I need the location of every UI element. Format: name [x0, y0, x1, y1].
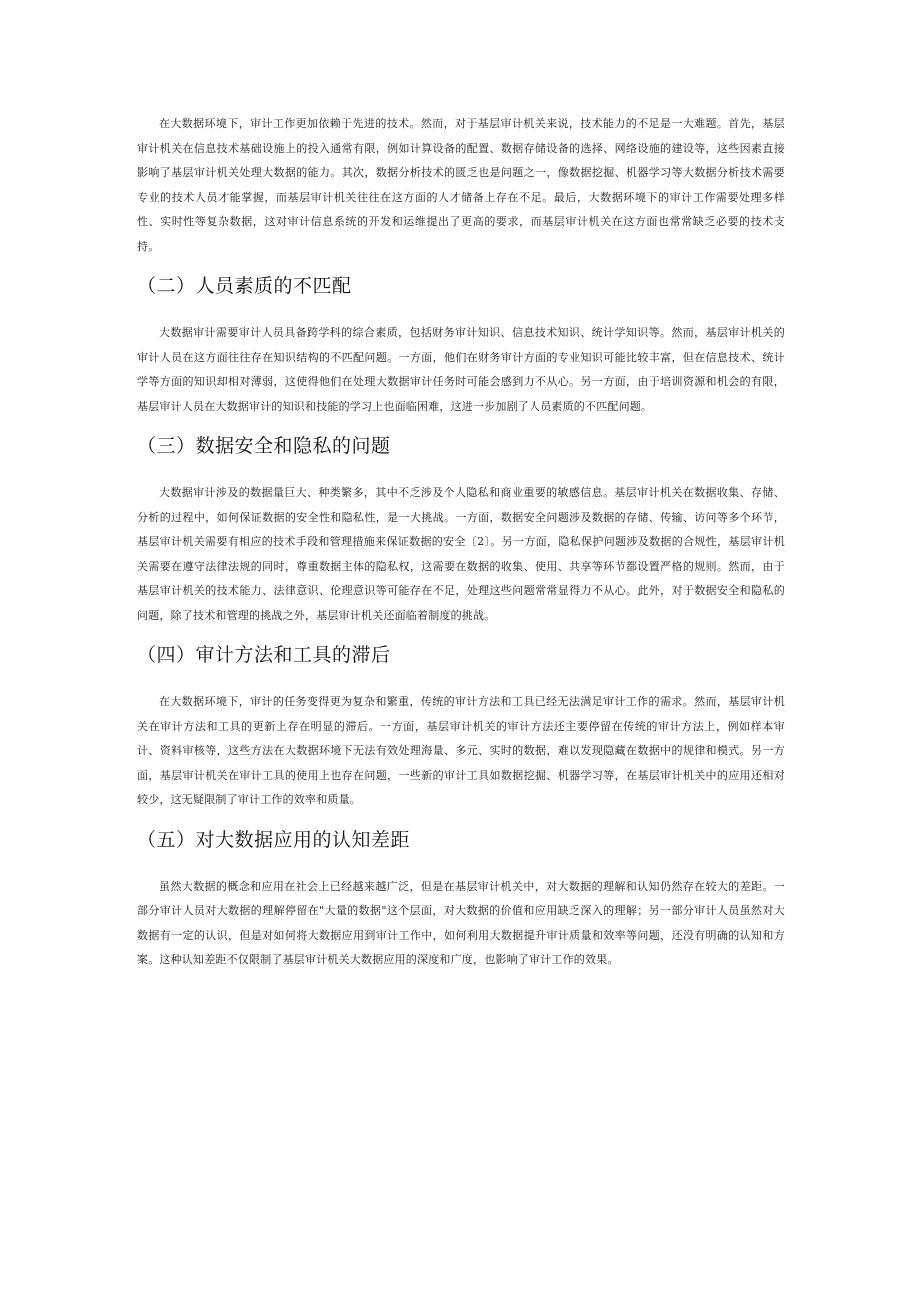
section-heading-4: （四）审计方法和工具的滞后 [137, 644, 391, 666]
spacer [137, 259, 785, 271]
spacer [137, 670, 785, 690]
spacer [137, 419, 785, 431]
section-heading-2: （二）人员素质的不匹配 [137, 275, 352, 297]
spacer [137, 855, 785, 875]
section-paragraph-2: 大数据审计需要审计人员具备跨学科的综合素质，包括财务审计知识、信息技术知识、统计学知识等。然而，基层审计机关的审计人员在这方面往往存在知识结构的不匹配问题。一方面，他们在财务审计方面的专业知识可能比较丰富，但在信息技术、统计学等方面的知识却相对薄弱，这使得他们在处理大数据审计任务时可能会感到力不从心。另一方面，由于培训资源和机会的有限，基层审计人员在大数据审计的知识和技能的学习上也面临困难，这进一步加剧了人员素质的不匹配问题。 [137, 326, 785, 413]
spacer [137, 461, 785, 481]
section-heading-5: （五）对大数据应用的认知差距 [137, 828, 411, 851]
spacer [137, 813, 785, 825]
intro-paragraph: 在大数据环境下，审计工作更加依赖于先进的技术。然而，对于基层审计机关来说，技术能力的不足是一大难题。首先，基层审计机关在信息技术基础设施上的投入通常有限，例如计算设备的配置、数据存储设备的选择、网络设施的建设等，这些因素直接影响了基层审计机关处理大数据的能力。其次，数据分析技术的匮乏也是问题之一，像数据挖掘、机器学习等大数据分析技术需要专业的技术人员才能掌握，而基层审计机关往往在这方面的人才储备上存在不足。最后，大数据环境下的审计工作需要处理多样性、实时性等复杂数据，这对审计信息系统的开发和运维提出了更高的要求，而基层审计机关在这方面也常常缺乏必要的技术支持。 [137, 117, 785, 253]
spacer [137, 301, 785, 321]
spacer [137, 628, 785, 640]
document-page [137, 112, 785, 973]
section-heading-3: （三）数据安全和隐私的问题 [137, 435, 391, 457]
section-paragraph-3: 大数据审计涉及的数据量巨大、种类繁多，其中不乏涉及个人隐私和商业重要的敏感信息。基层审计机关在数据收集、存储、分析的过程中，如何保证数据的安全性和隐私性，是一大挑战。一方面，数据安全问题涉及数据的存储、传输、访问等多个环节，基层审计机关需要有相应的技术手段和管理措施来保证数据的安全〔2〕。另一方面，隐私保护问题涉及数据的合规性，基层审计机关需要在遵守法律法规的同时，尊重数据主体的隐私权，这需要在数据的收集、使用、共享等环节都设置严格的规则。然而，由于基层审计机关的技术能力、法律意识、伦理意识等可能存在不足，处理这些问题常常显得力不从心。此外，对于数据安全和隐私的问题，除了技术和管理的挑战之外，基层审计机关还面临着制度的挑战。 [137, 486, 785, 622]
section-paragraph-4: 在大数据环境下，审计的任务变得更为复杂和繁重，传统的审计方法和工具已经无法满足审计工作的需求。然而，基层审计机关在审计方法和工具的更新上存在明显的滞后。一方面，基层审计机关的审计方法还主要停留在传统的审计方法上，例如样本审计、资料审核等，这些方法在大数据环境下无法有效处理海量、多元、实时的数据，难以发现隐藏在数据中的规律和模式。另一方面，基层审计机关在审计工具的使用上也存在问题，一些新的审计工具如数据挖掘、机器学习等，在基层审计机关中的应用还相对较少，这无疑限制了审计工作的效率和质量。 [137, 695, 785, 806]
section-paragraph-5: 虽然大数据的概念和应用在社会上已经越来越广泛，但是在基层审计机关中，对大数据的理解和认知仍然存在较大的差距。一部分审计人员对大数据的理解停留在"大量的数据"这个层面，对大数据的价值和应用缺乏深入的理解；另一部分审计人员虽然对大数据有一定的认识，但是对如何将大数据应用到审计工作中，如何利用大数据提升审计质量和效率等问题，还没有明确的认知和方案。这种认知差距不仅限制了基层审计机关大数据应用的深度和广度，也影响了审计工作的效果。 [137, 879, 785, 966]
